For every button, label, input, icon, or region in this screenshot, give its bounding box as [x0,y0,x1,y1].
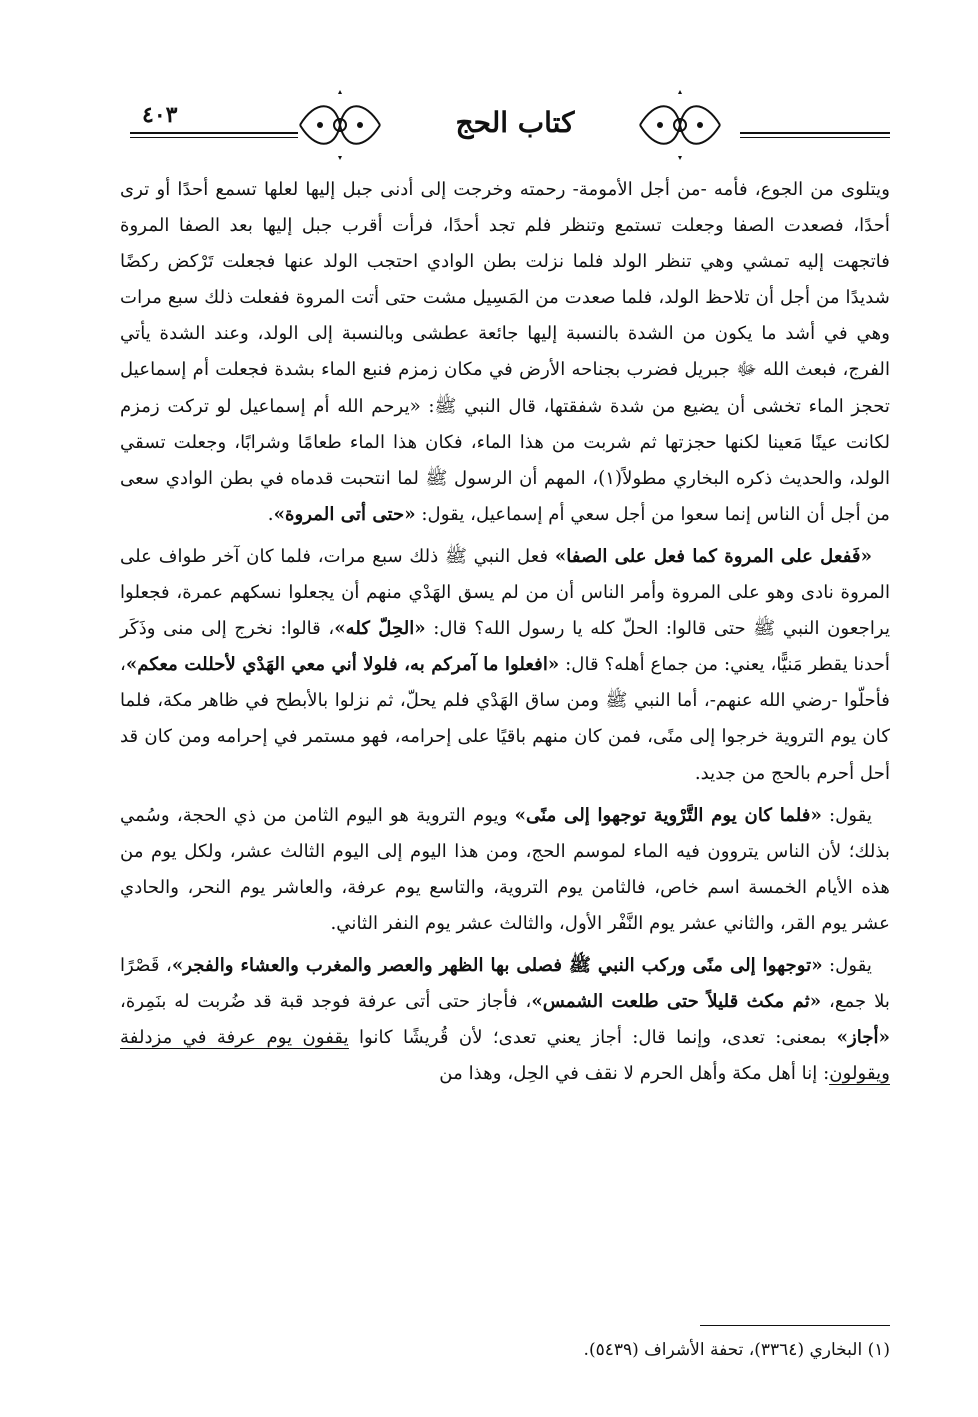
body-segment: (١) [598,467,623,489]
body-segment: ويتلوى من الجوع، فأمه -من أجل الأمومة- رحمته وخرجت إلى أدنى جبل إليها لعلها تسمع أحدًا أو ترى أحدًا، فصعدت الصفا وجعلت تستمع وتنظر فلم تجد أحدًا، فرأت أقرب جبل إليها بعد الصفا المروة فاتجهت إليه تمشي وهي تنظر الولد فلما نزلت بطن الوادي احتجب الولد عنها فجعلت تَرْكض ركضًا شديدًا من أجل أن تلاحظ الولد، فلما صعدت من المَسِيل مشت حتى أتت المروة ففعلت ذلك سبع مرات وهي في أشد ما يكون من الشدة بالنسبة إليها جائعة عطشى وبالنسبة إلى الولد، وعند الشدة يأتي الفرج، فبعث الله ﷻ جبريل فضرب بجناحه الأرض في مكان زمزم فنبع الماء بشدة فجعلت أم إسماعيل تحجز الماء تخشى أن يضيع من شدة شفقتها، قال النبي ﷺ: «يرحم الله أم إسماعيل لو تركت زمزم لكانت عينًا مَعينا لكنها حجزتها ثم شربت من هذا الماء، فكان هذا الماء طعامًا وشرابًا، وجعلت تسقي الولد، والحديث ذكره البخاري مطولاً [120,179,890,489]
body-segment: يقفون يوم عرفة في مزدلفة ويقولون [120,1027,890,1085]
body-segment: ويوم التروية هو اليوم الثامن من ذي الحجة، وسُمي بذلك؛ لأن الناس يتروون فيه الماء لموسم الحج، ومن هذا اليوم إلى اليوم الثالث عشر، ولكل يوم من هذه الأيام الخمسة اسم خاص، فالثامن يوم التروية، والتاسع يوم عرفة، والعاشر يوم النحر، والحادي عشر يوم القر، والثاني عشر يوم النَّفْر الأول، والثالث عشر يوم النفر الثاني. [120,804,890,934]
quote-text: «أجاز» [836,1027,890,1049]
ornament-icon [290,90,390,160]
quote-text: «فَفعل على المروة كما فعل على الصفا» [554,545,872,567]
quote-text: «توجهوا إلى منًى وركب النبي ﷺ فصلى بها الظهر والعصر والمغرب والعشاء والفجر» [171,954,823,976]
body-segment: . [267,503,274,525]
quote-text: «فلما كان يوم التَّرْوية توجهوا إلى منًى» [514,804,822,826]
quote-text: «الحِلّ كله» [334,618,426,640]
body-segment: يقول: [822,954,872,976]
body-segment: فعل النبي ﷺ ذلك سبع مرات، فلما كان آخر طواف على المروة نادى وهو على المروة وأمر الناس أن من لم يسق الهَدْي منهم أن يجعلوا نسكهم عمرة، فجعلوا يراجعون النبي ﷺ حتى قالوا: الحلّ كله يا رسول الله؟ قال: [120,545,891,640]
header-rule-left [130,132,298,134]
body-segment: : إنا أهل مكة وأهل الحرم لا نقف في الحِل، وهذا من [439,1063,830,1085]
book-title: كتاب الحج [455,106,575,139]
body-segment: ، المهم أن الرسول ﷺ لما انتحبت قدماه في بطن الوادي سعى من أجل أن الناس إنما سعوا من أجل سعي أم إسماعيل، يقول: [120,467,890,525]
paragraph-p2 [120,539,890,792]
body-text [120,172,890,1098]
quote-text: «افعلوا ما آمركم به، فلولا أني معي الهَدْي لأحللت معكم» [125,654,560,676]
quote-text: «ثم مكث قليلاً حتى طلعت الشمس» [531,991,822,1013]
body-segment: ، قالوا: نخرج إلى منى وذَكَر أحدنا يقطر مَنيًّا، يعني: من جماع أهله؟ قال: [120,618,890,676]
footnote-divider [700,1325,890,1326]
page-header [130,82,890,162]
paragraph-p1 [120,172,890,533]
header-rule-right [740,132,890,134]
page-number: ٤٠٣ [142,102,178,128]
body-segment: ، فأحلّوا -رضي الله عنهم-، أما النبي ﷺ ومن ساق الهَدْي فلم يحلّ، ثم نزلوا بالأبطح في ظاهر مكة، فلما كان يوم التروية خرجوا إلى منًى، فمن كان منهم باقيًا على إحرامه، فهو مستمر في إحرامه ومن كان قد أحل أحرم بالحج من جديد. [120,654,890,784]
body-segment: بمعنى: تعدى، وإنما قال: أجاز يعني تعدى؛ لأن قُريشًا كانوا [348,1027,837,1049]
paragraph-p3 [120,798,890,942]
body-segment: ، فأجاز حتى أتى عرفة فوجد قبة قد ضُربت له بنَمِرة، [120,991,532,1013]
footnote: (١) البخاري (٣٣٦٤)، تحفة الأشراف (٥٤٣٩). [583,1340,890,1360]
quote-text: «حتى أتى المروة» [273,503,416,525]
ornament-icon [630,90,730,160]
body-segment: يقول: [821,804,873,826]
body-segment: ، قَصْرًا بلا جمع، [120,954,890,1013]
paragraph-p4 [120,948,890,1092]
